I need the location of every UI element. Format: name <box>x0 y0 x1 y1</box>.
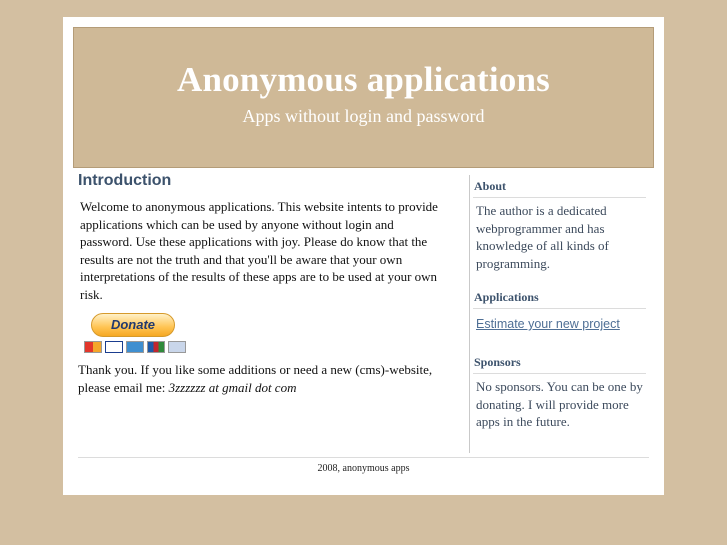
sponsors-text: No sponsors. You can be one by donating. I will provide more apps in the future. <box>476 379 643 429</box>
column-divider <box>469 175 470 453</box>
sidebar <box>473 175 646 431</box>
estimate-project-link[interactable]: Estimate your new project <box>476 317 620 331</box>
visa-icon <box>105 341 123 353</box>
payment-cards <box>84 341 186 353</box>
sponsors-section <box>473 351 646 431</box>
site-header <box>73 27 654 168</box>
donate-area <box>84 313 458 359</box>
main-content <box>78 169 458 396</box>
thanks-message: Thank you. If you like some additions or need a new (cms)-website, please email me: <box>78 362 433 395</box>
footer-text: 2008, anonymous apps <box>317 463 410 474</box>
applications-heading: Applications <box>473 286 646 309</box>
mastercard-icon <box>84 341 102 353</box>
welcome-text: Welcome to anonymous applications. This website intents to provide applications which can be used by anyone without login and password. Use these applications with joy. Please do know that the results are not the truth and that you'll be aware that your own interpretations of the results of these apps are to be used at your own risk. <box>80 199 438 302</box>
amex-icon <box>126 341 144 353</box>
page-container <box>63 17 664 495</box>
applications-section <box>473 286 646 331</box>
about-section <box>473 175 646 272</box>
bank-icon <box>168 341 186 353</box>
intro-heading: Introduction <box>78 172 172 189</box>
about-heading: About <box>473 175 646 198</box>
thanks-text <box>78 361 458 396</box>
site-subtitle: Apps without login and password <box>242 106 485 126</box>
email-address: 3zzzzzz at gmail dot com <box>168 379 297 395</box>
sponsors-heading: Sponsors <box>473 351 646 374</box>
site-title: Anonymous applications <box>177 60 550 99</box>
footer-divider <box>78 457 649 458</box>
about-text: The author is a dedicated webprogrammer and has knowledge of all kinds of programming. <box>476 203 609 271</box>
jcb-icon <box>147 341 165 353</box>
donate-button[interactable]: Donate <box>91 313 175 337</box>
